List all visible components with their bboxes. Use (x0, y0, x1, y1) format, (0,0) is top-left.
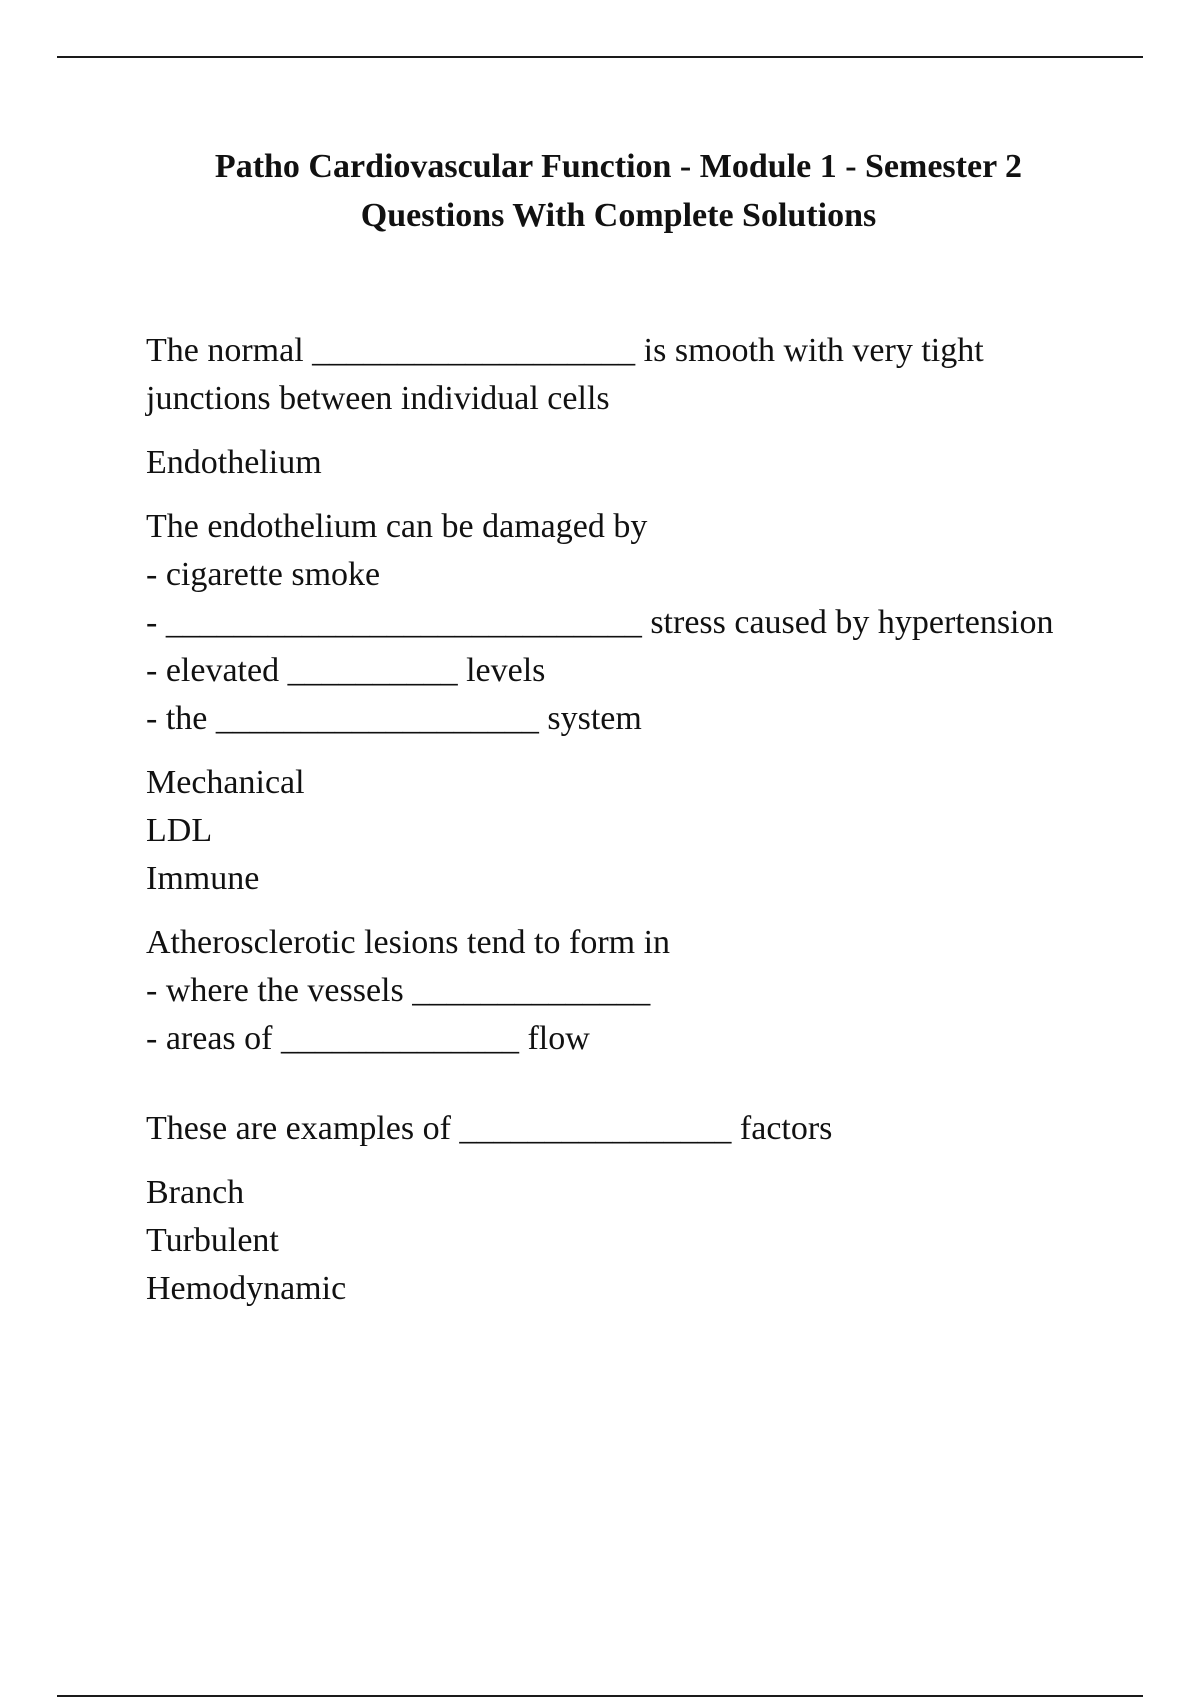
question-text (146, 919, 1146, 1063)
question-line: The normal ___________________ is smooth with very tight (146, 332, 984, 369)
answer-text (146, 759, 1146, 903)
answer-line: LDL (146, 812, 213, 849)
question-text (146, 503, 1146, 743)
answer-line: Hemodynamic (146, 1270, 347, 1307)
title-line: Patho Cardiovascular Function - Module 1 - Semester 2 (214, 148, 1023, 185)
answer-line: Branch (146, 1174, 245, 1211)
question-text (146, 327, 1146, 423)
bottom-rule (57, 1695, 1143, 1697)
question-line: junctions between individual cells (146, 380, 610, 417)
question-line: - cigarette smoke (146, 556, 381, 593)
question-line: - the ___________________ system (146, 700, 642, 737)
top-rule (57, 56, 1143, 58)
question-line: Atherosclerotic lesions tend to form in (146, 924, 671, 961)
answer-line: Turbulent (146, 1222, 279, 1259)
question-line: - areas of ______________ flow (146, 1020, 590, 1057)
answer-line: Endothelium (146, 444, 322, 481)
question-text (146, 1105, 1146, 1153)
question-line: These are examples of ________________ factors (146, 1110, 833, 1147)
question-line: - elevated __________ levels (146, 652, 546, 689)
answer-line: Immune (146, 860, 260, 897)
question-line: - where the vessels ______________ (146, 972, 651, 1009)
question-line: - ____________________________ stress caused by hypertension (146, 604, 1054, 641)
document-body (146, 327, 1146, 1313)
answer-text (146, 439, 1146, 487)
answer-line: Mechanical (146, 764, 305, 801)
document-title (0, 142, 1200, 240)
question-line: The endothelium can be damaged by (146, 508, 648, 545)
answer-text (146, 1169, 1146, 1313)
title-line: Questions With Complete Solutions (360, 197, 877, 234)
